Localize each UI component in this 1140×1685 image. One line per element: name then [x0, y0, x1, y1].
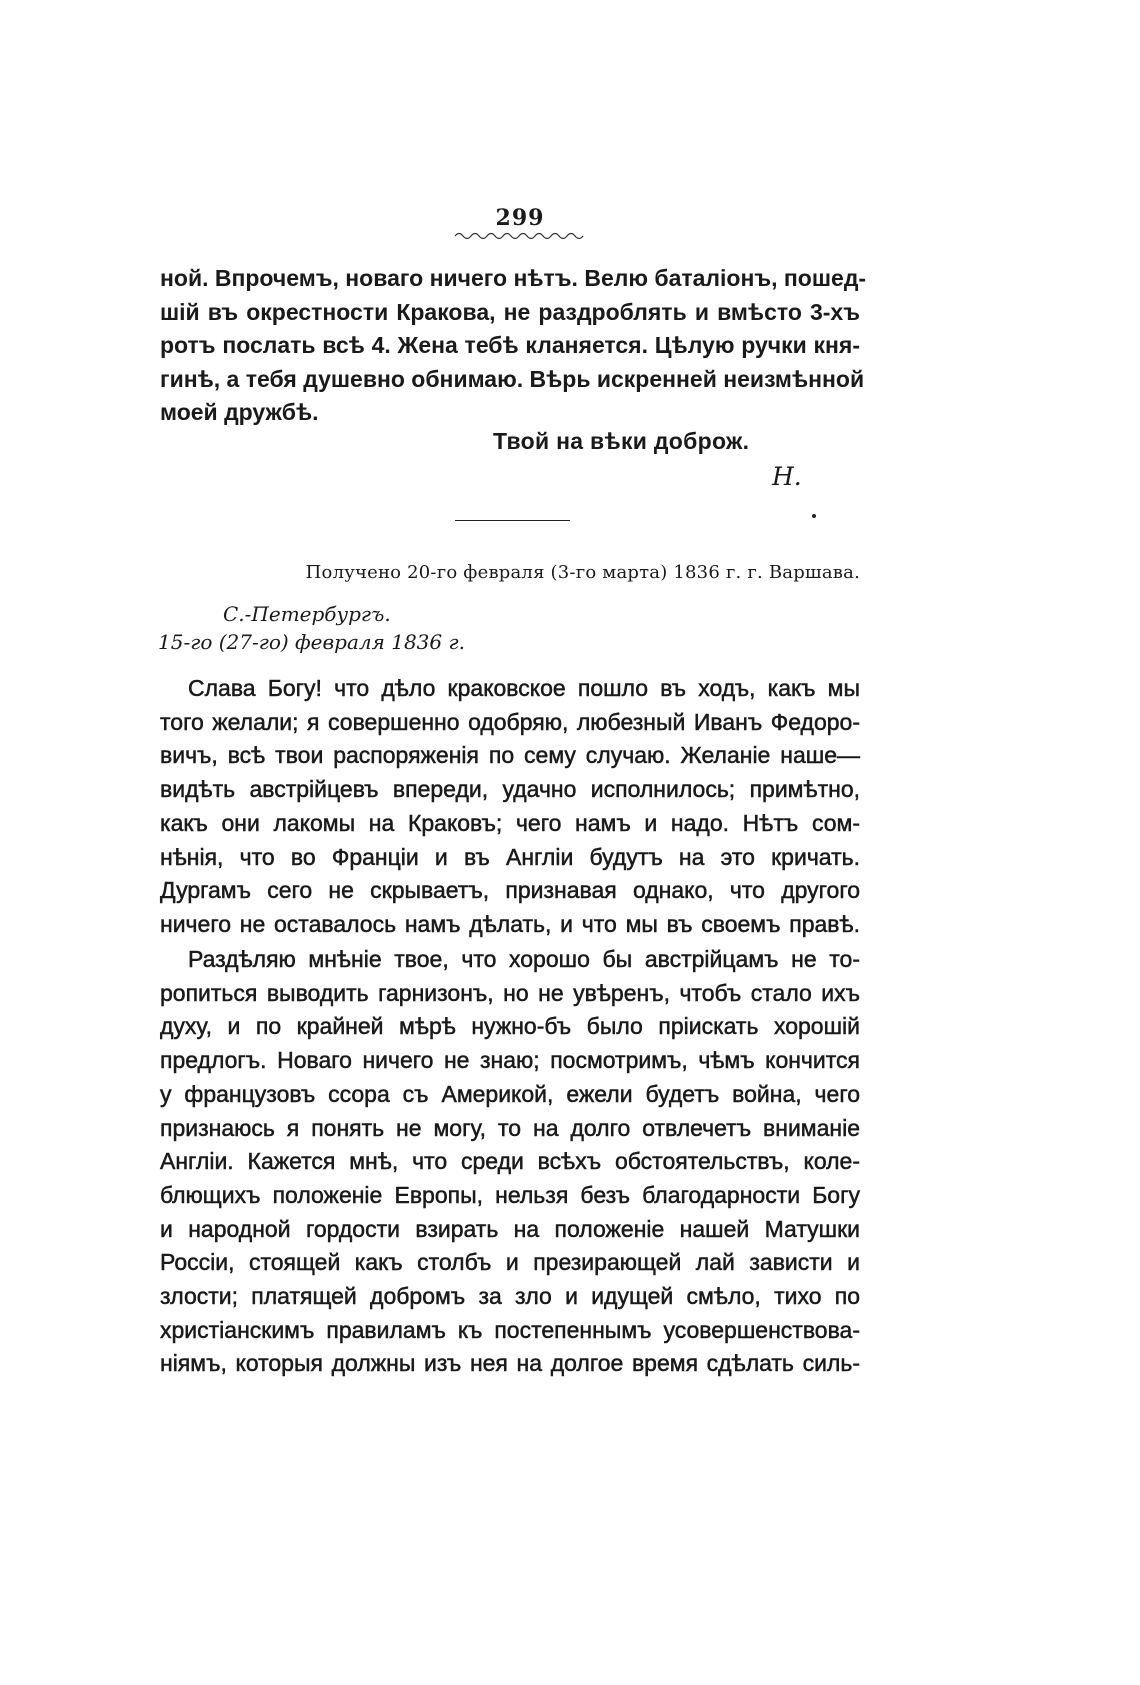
- text-line: Россіи, стоящей какъ столбъ и презирающей лай зависти и: [160, 1249, 860, 1276]
- text-line: того желали; я совершенно одобряю, любезный Иванъ Федоро-: [160, 708, 860, 735]
- text-line: ничего не оставалось намъ дѣлать, и что мы въ своемъ правѣ.: [160, 910, 860, 937]
- text-line: христіанскимъ правиламъ къ постепеннымъ усовершенствова-: [160, 1316, 860, 1343]
- text-line: Слава Богу! что дѣло краковское пошло въ ходъ, какъ мы: [188, 675, 860, 701]
- letter-paragraph-1: [160, 672, 860, 942]
- text-line: ной. Впрочемъ, новаго ничего нѣтъ. Велю баталіонъ, пошед-: [160, 265, 867, 291]
- text-line: Раздѣляю мнѣніе твое, что хорошо бы австрійцамъ не то-: [188, 946, 860, 972]
- text-line: блющихъ положеніе Европы, нельзя безъ благодарности Богу: [160, 1181, 860, 1208]
- divider-dot: [812, 514, 816, 518]
- text-line: у французовъ ссора съ Америкой, ежели будетъ война, чего: [160, 1080, 860, 1107]
- text-line: ротъ послать всѣ 4. Жена тебѣ кланяется. Цѣлую ручки кня-: [160, 332, 860, 358]
- continuation-paragraph: [160, 262, 867, 430]
- text-line: признаюсь я понять не могу, то на долго отвлечетъ вниманіе: [160, 1114, 860, 1141]
- letter-date: 15-го (27-го) февраля 1836 г.: [158, 630, 465, 654]
- text-line: моей дружбѣ.: [160, 399, 319, 425]
- text-line: видѣть австрійцевъ впереди, удачно исполнилось; примѣтно,: [160, 776, 860, 803]
- text-line: Англіи. Кажется мнѣ, что среди всѣхъ обстоятельствъ, коле-: [160, 1148, 860, 1175]
- text-line: духу, и по крайней мѣрѣ нужно-бъ было пріискать хорошій: [160, 1013, 860, 1040]
- text-line: злости; платящей добромъ за зло и идущей смѣло, тихо по: [160, 1283, 860, 1310]
- letter-signoff: Твой на вѣки доброж.: [493, 428, 750, 454]
- text-line: нѣнія, что во Франціи и въ Англіи будутъ на это кричать.: [160, 843, 860, 870]
- received-note: Получено 20-го февраля (3-го марта) 1836 г. г. Варшава.: [305, 562, 860, 583]
- text-line: вичъ, всѣ твои распоряженія по сему случаю. Желаніе наше—: [160, 742, 860, 769]
- text-line: Дургамъ сего не скрываетъ, признавая однако, что другого: [160, 877, 860, 904]
- text-line: гинѣ, а тебя душевно обнимаю. Вѣрь искренней неизмѣнной: [160, 365, 865, 392]
- text-line: предлогъ. Новаго ничего не знаю; посмотримъ, чѣмъ кончится: [160, 1047, 860, 1074]
- signature-initial: Н.: [772, 462, 802, 491]
- page-number: 299: [495, 205, 545, 231]
- text-line: шій въ окрестности Кракова, не раздроблять и вмѣсто 3-хъ: [160, 298, 860, 325]
- letter-paragraph-2: [160, 943, 860, 1381]
- section-divider: [455, 520, 570, 521]
- text-line: ніямъ, которыя должны изъ нея на долгое время сдѣлать силь-: [160, 1350, 860, 1377]
- text-line: какъ они лакомы на Краковъ; чего намъ и надо. Нѣтъ сом-: [160, 809, 860, 836]
- page-number-ornament: [455, 230, 585, 240]
- text-line: и народной гордости взирать на положеніе нашей Матушки: [160, 1215, 860, 1242]
- letter-place: С.-Петербургъ.: [223, 602, 391, 626]
- text-line: ропиться выводить гарнизонъ, но не увѣренъ, чтобъ стало ихъ: [160, 979, 860, 1006]
